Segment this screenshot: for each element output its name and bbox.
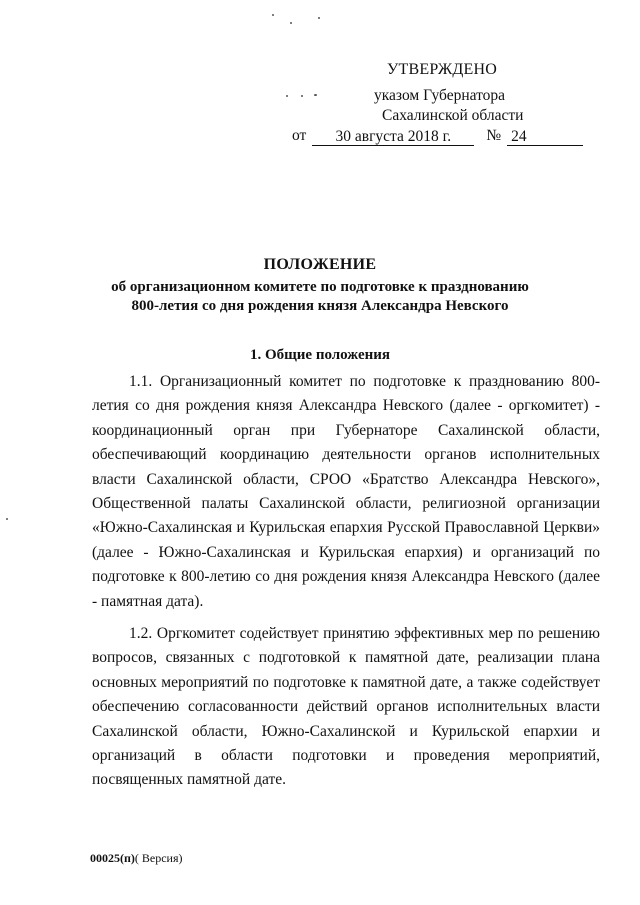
- approval-title: УТВЕРЖДЕНО: [387, 61, 498, 78]
- approval-block: [292, 60, 592, 146]
- form-code: 00025(п): [90, 851, 135, 865]
- number-label: №: [486, 127, 502, 144]
- scan-speck: [6, 518, 8, 520]
- scan-speck: [286, 95, 288, 97]
- footer-code: [90, 851, 183, 866]
- section-heading: 1. Общие положения: [249, 347, 391, 363]
- document-subtitle: [0, 278, 640, 316]
- subtitle-line-1: об организационном комитете по подготовке к празднованию: [111, 279, 529, 295]
- approval-decree-line: указом Губернатора: [374, 87, 506, 104]
- document-title: ПОЛОЖЕНИЕ: [263, 256, 377, 273]
- scan-speck: [318, 17, 320, 19]
- paragraph-1-1: 1.1. Организационный комитет по подготовке к празднованию 800-летия со дня рождения князя Александра Невского (далее - оргкомитет) - координационный орган при Губернаторе Сахалинской области, обеспечивающий координацию деятельности органов исполнительных власти Сахалинской области, СРОО «Братство Александра Невского», Общественной палаты Сахалинской области, религиозной организации «Южно-Сахалинская и Курильская епархия Русской Православной Церкви» (далее - Южно-Сахалинская и Курильская епархия) и организаций по подготовке к 800-летию со дня рождения князя Александра Невского (далее - памятная дата).: [92, 373, 600, 610]
- subtitle-line-2: 800-летия со дня рождения князя Александра Невского: [131, 298, 509, 314]
- form-version: ( Версия): [134, 851, 183, 865]
- date-prefix: от: [292, 127, 307, 144]
- scan-speck: [290, 22, 292, 24]
- approval-date: 30 августа 2018 г.: [312, 128, 474, 146]
- approval-number: 24: [507, 128, 583, 146]
- approval-date-line: [292, 126, 592, 146]
- paragraph-1-2-container: [92, 622, 600, 793]
- paragraph-1-2: 1.2. Оргкомитет содействует принятию эффективных мер по решению вопросов, связанных с подготовкой к памятной дате, реализации плана основных мероприятий по подготовке к памятной дате, а также содействует обеспечению согласованности действий органов исполнительных власти Сахалинской области, Южно-Сахалинской и Курильской епархии и организаций в области подготовки и проведения мероприятий, посвященных памятной дате.: [92, 625, 600, 789]
- paragraph-1-1-container: [92, 370, 600, 614]
- approval-region-line: Сахалинской области: [382, 107, 524, 124]
- scan-speck: [272, 14, 274, 16]
